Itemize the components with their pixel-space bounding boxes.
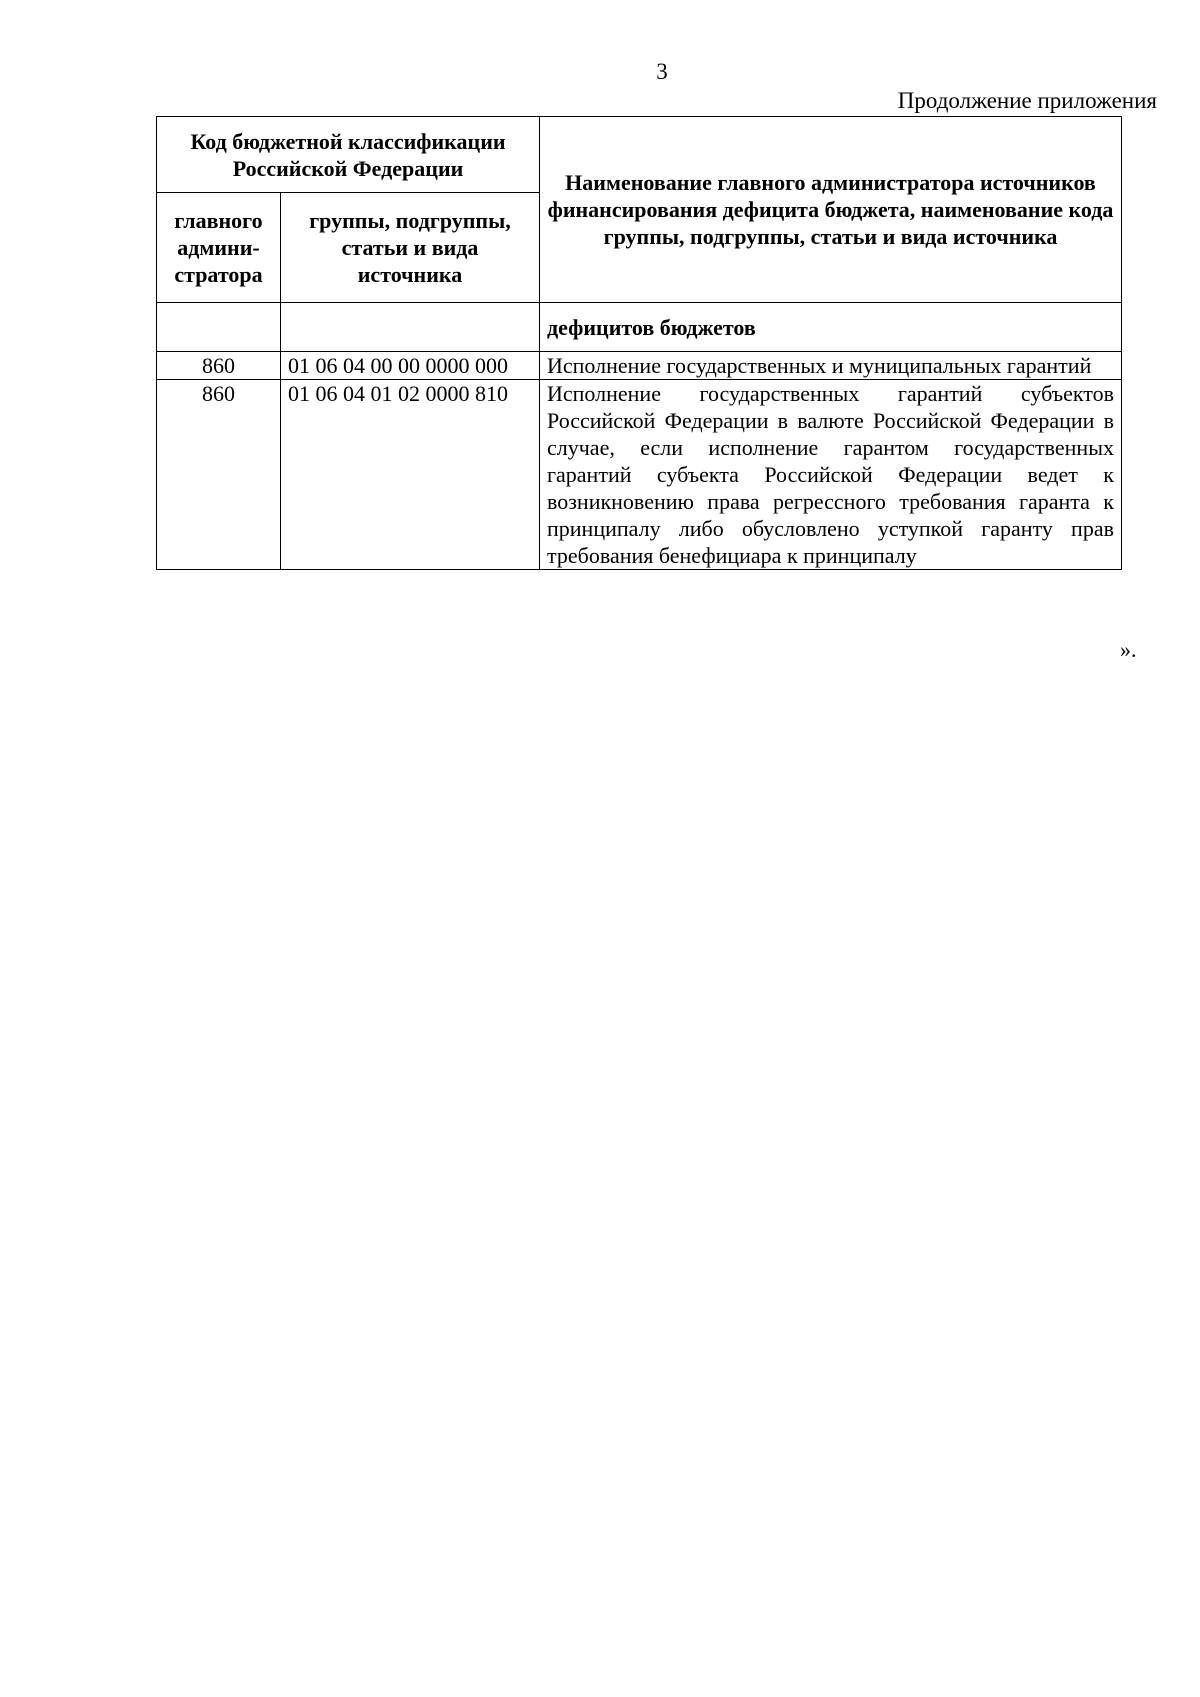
table-header-row	[157, 117, 1122, 193]
cell-source-name: Исполнение государственных и муниципальных гарантий	[540, 352, 1122, 380]
continuation-note: Продолжение приложения	[897, 88, 1157, 113]
cell-source-code: 01 06 04 00 00 0000 000	[281, 352, 540, 380]
cell-admin-code: 860	[157, 380, 281, 570]
page-number: 3	[656, 59, 668, 84]
table-row	[157, 380, 1122, 570]
header-source-code: группы, подгруппы, статьи и вида источника	[281, 193, 540, 303]
cell-source-name: Исполнение государственных гарантий субъектов Российской Федерации в валюте Российской Федерации в случае, если исполнение гарантом государственных гарантий субъекта Российской Федерации ведет к возникновению права регрессного требования гаранта к принципалу либо обусловлено уступкой гаранту прав требования бенефициара к принципалу	[540, 380, 1122, 570]
cell-source-code	[281, 303, 540, 352]
budget-classification-table	[156, 116, 1122, 570]
cell-admin-code	[157, 303, 281, 352]
header-budget-code-group: Код бюджетной классификации Российской Федерации	[157, 117, 540, 193]
cell-admin-code: 860	[157, 352, 281, 380]
header-main-administrator: главного админи-стратора	[157, 193, 281, 303]
cell-source-code: 01 06 04 01 02 0000 810	[281, 380, 540, 570]
table-row	[157, 303, 1122, 352]
cell-source-name: дефицитов бюджетов	[540, 303, 1122, 352]
table-row	[157, 352, 1122, 380]
closing-quote-mark: ».	[1120, 637, 1137, 662]
header-administrator-name: Наименование главного администратора источников финансирования дефицита бюджета, наименование кода группы, подгруппы, статьи и вида источника	[540, 117, 1122, 303]
